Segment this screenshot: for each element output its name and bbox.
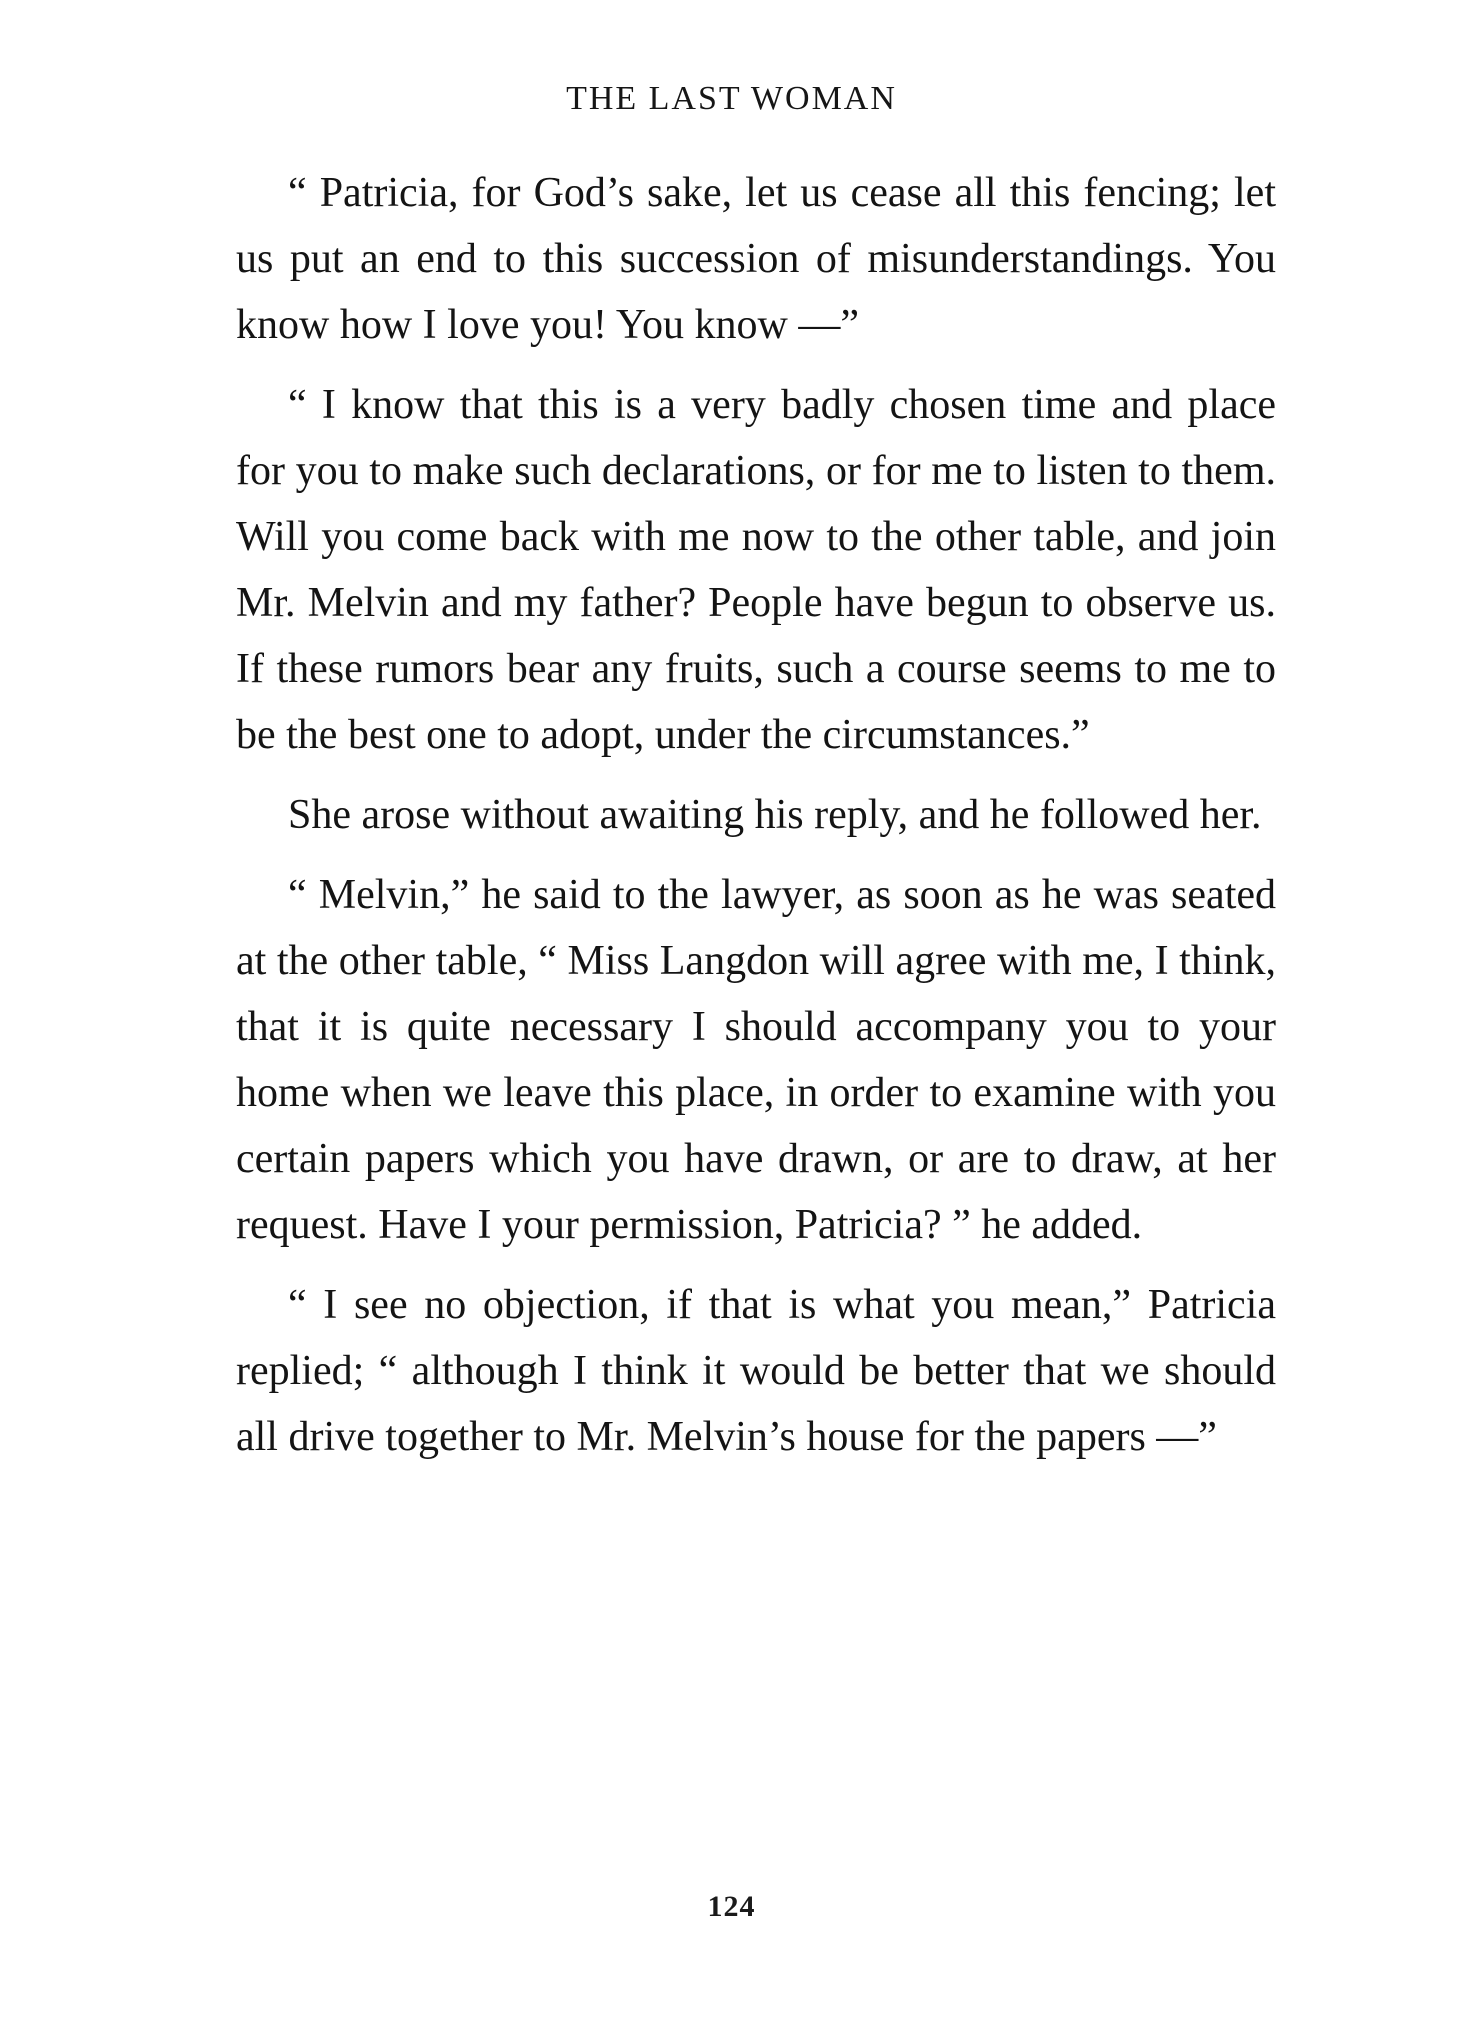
body-text: [236, 160, 1276, 1484]
page-number: 124: [707, 1890, 756, 1923]
paragraph-4: “ Melvin,” he said to the lawyer, as soon as he was seated at the other table, “ Miss Langdon will agree with me, I think, that it is quite necessary I should accompany you to your home when we leave this place, in order to examine with you certain papers which you have drawn, or are to draw, at her request. Have I your permission, Patricia? ” he added.: [236, 872, 1276, 1248]
paragraph-1: “ Patricia, for God’s sake, let us cease all this fencing; let us put an end to this succession of misunderstandings. You know how I love you! You know —”: [236, 170, 1276, 348]
paragraph-2: “ I know that this is a very badly chosen time and place for you to make such declarations, or for me to listen to them. Will you come back with me now to the other table, and join Mr. Melvin and my father? People have begun to observe us. If these rumors bear any fruits, such a course seems to me to be the best one to adopt, under the circumstances.”: [236, 382, 1276, 758]
running-title: THE LAST WOMAN: [566, 80, 897, 117]
paragraph-3: She arose without awaiting his reply, and he followed her.: [288, 792, 1262, 838]
paragraph-5: “ I see no objection, if that is what you mean,” Patricia replied; “ although I think it would be better that we should all drive together to Mr. Melvin’s house for the papers —”: [236, 1282, 1276, 1460]
